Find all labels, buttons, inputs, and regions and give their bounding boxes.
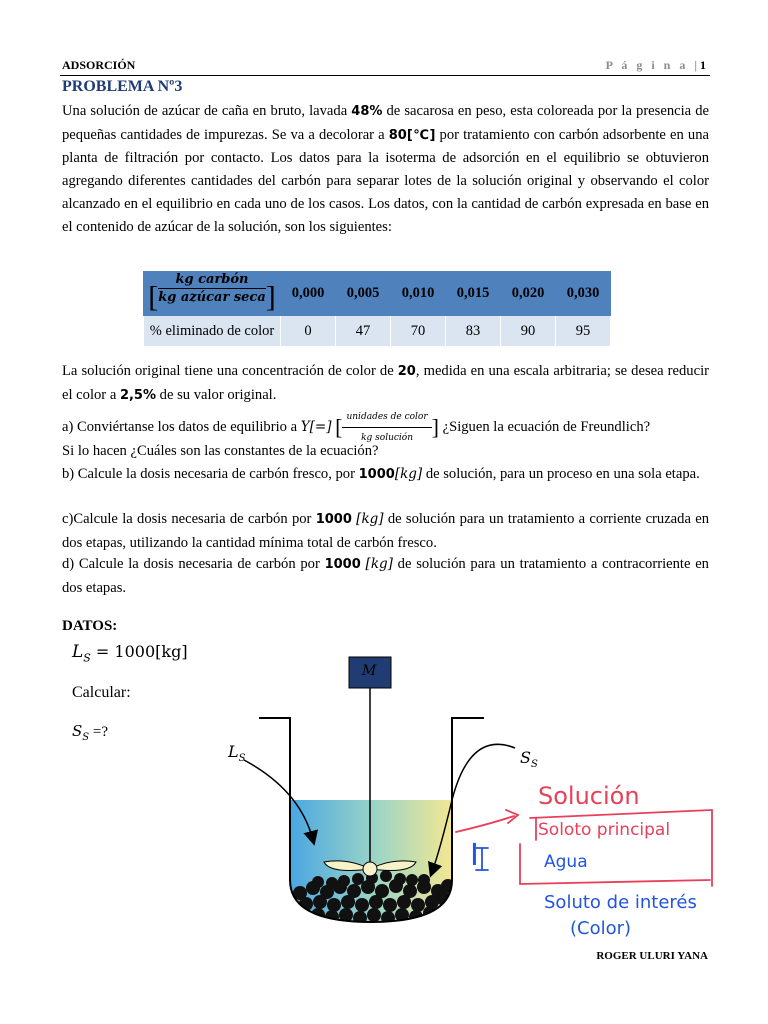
hw-solucion: Solución [538,782,640,810]
hw-soluto-principal: Soloto principal [538,820,671,840]
header-section: ADSORCIÓN [62,58,136,72]
table-y-1: 47 [336,316,391,347]
concentration-paragraph: La solución original tiene una concentración de color de 20, medida en una escala arbitraria; se desea reducir el color a 2,5% de su valor original. [62,363,709,403]
question-b: b) Calcule la dosis necesaria de carbón fresco, por 1000[kg] de solución, para un proceso en una sola etapa. [62,466,700,482]
table-y-3: 83 [446,316,501,347]
question-d: d) Calcule la dosis necesaria de carbón por 1000 [kg] de solución para un tratamiento a contracorriente en dos etapas. [62,556,709,596]
outlet-label: $S_S$ [520,748,538,770]
datos-ss: $S_S$ =? [72,722,109,743]
table-x-2: 0,010 [391,272,446,316]
table-x-1: 0,005 [336,272,391,316]
table-unit-header: [ $\frac{\text{kg carbón}}{\text{kg azúcar seca}}$ ] [144,272,281,316]
motor-label: M [362,663,377,679]
question-c: c)Calcule la dosis necesaria de carbón por 1000 [kg] de solución para un tratamiento a corriente cruzada en dos etapas, utilizando la cantidad mínima total de carbón fresco. [62,511,709,551]
table-y-0: 0 [281,316,336,347]
table-x-0: 0,000 [281,272,336,316]
question-a-cont: Si lo hacen ¿Cuáles son las constantes de la ecuación? [62,443,379,459]
datos-calc: Calcular: [72,684,131,701]
hw-phase-mark: I [470,838,479,873]
question-a: a) Conviértanse los datos de equilibrio a Y[=] [ $\frac{\text{unidades de color}}{\text{kg solución}}$ ] ¿Siguen la ecuación de Freundlich? [62,408,709,447]
footer-author: ROGER ULURI YANA [596,950,708,962]
intro-paragraph: Una solución de azúcar de caña en bruto, lavada 48% de sacarosa en peso, esta coloreada por la presencia de pequeñas cantidades de impurezas. Se va a decolorar a 80[℃] por tratamiento con carbón adsorbente en una planta de filtración por contacto. Los datos para la isoterma de adsorción en el equilibrio se obtuvieron agregando diferentes cantidades del carbón para separar lotes de la solución original y observando el color alcanzado en el equilibrio en cada uno de los casos. Los datos, con la cantidad de carbón expresada en base en el contenido de azúcar de la solución, son los siguientes: [62,103,709,235]
problem-title: PROBLEMA Nº3 [62,78,183,95]
table-y-4: 90 [501,316,556,347]
table-y-5: 95 [556,316,611,347]
datos-ls: $L_S = 1000[kg]$ [72,642,188,665]
header-page: P á g i n a |1 [605,58,706,72]
table-y-2: 70 [391,316,446,347]
inlet-label: $L_S$ [228,742,246,764]
hw-soluto-interes: Soluto de interés [544,892,697,913]
table-x-4: 0,020 [501,272,556,316]
datos-title: DATOS: [62,618,118,634]
hw-agua: Agua [544,852,588,872]
table-x-5: 0,030 [556,272,611,316]
hw-color: (Color) [570,918,632,939]
table-x-3: 0,015 [446,272,501,316]
table-row-label: % eliminado de color [144,316,281,347]
